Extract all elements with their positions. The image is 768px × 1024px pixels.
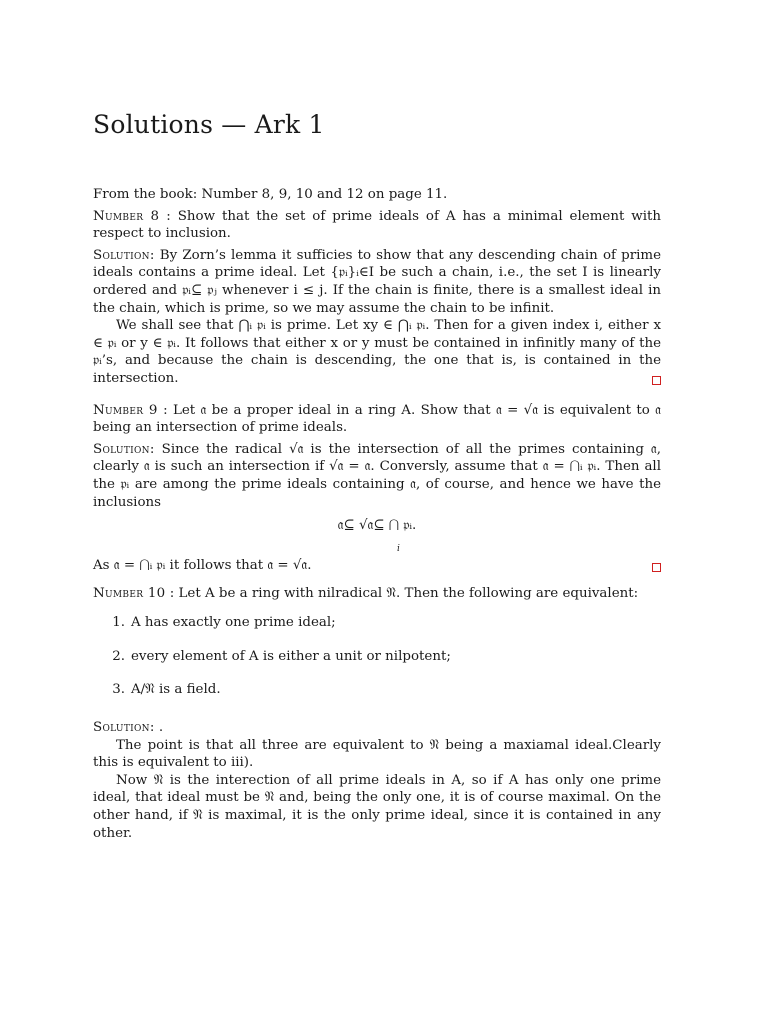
problem-10-label: Number 10: [93, 585, 166, 601]
document-body: [93, 186, 661, 842]
problem-8-paragraph-2: We shall see that ⋂ᵢ 𝔭ᵢ is prime. Let xy ∈ ⋂ᵢ 𝔭ᵢ. Then for a given index i, either x ∈ 𝔭ᵢ or y ∈ 𝔭ᵢ. It follows that either x or y must be contained in infinitly many of the 𝔭ᵢ’s, and because the chain is descending, the one that is, is contained in the intersection.: [93, 318, 661, 386]
solution-label: Solution:: [93, 247, 155, 263]
qed-square-icon: [652, 563, 661, 572]
page-title: Solutions — Ark 1: [93, 110, 325, 139]
problem-10-statement: [93, 585, 661, 603]
problem-9-solution: [93, 441, 661, 511]
list-item: 1. A has exactly one prime ideal;: [112, 615, 336, 631]
problem-9-label: Number 9: [93, 402, 158, 418]
inclusion-chain: 𝔞⊆ √𝔞⊆ ⋂ 𝔭ᵢ.: [337, 518, 417, 534]
solution-label: Solution:: [93, 441, 155, 457]
problem-8-label: Number 8: [93, 208, 160, 224]
list-item: 3. A/𝔑 is a field.: [112, 682, 221, 698]
problem-10-paragraph-1: The point is that all three are equivalent to 𝔑 being a maxiamal ideal.Clearly this is equivalent to iii).: [93, 737, 661, 771]
problem-9-solution-text: Since the radical √𝔞 is the intersection of all the primes containing 𝔞, clearly 𝔞 is such an intersection if √𝔞 = 𝔞. Conversly, assume that 𝔞 = ⋂ᵢ 𝔭ᵢ. Then all the 𝔭ᵢ are among the prime ideals containing 𝔞, of course, and hence we have the inclusions: [93, 441, 661, 510]
problem-9-statement: [93, 402, 661, 437]
problem-8-solution: [93, 247, 661, 317]
display-equation: [93, 517, 661, 555]
intro-text: From the book: Number 8, 9, 10 and 12 on page 11.: [93, 187, 448, 202]
problem-10-paragraph-2: Now 𝔑 is the interection of all prime ideals in A, so if A has only one prime ideal, that ideal must be 𝔑 and, being the only one, it is of course maximal. On the other hand, if 𝔑 is maximal, it is the only prime ideal, since it is contained in any other.: [93, 772, 661, 841]
problem-8-statement: [93, 208, 661, 243]
qed-square-icon: [652, 376, 661, 385]
solution-label: Solution:: [93, 720, 155, 736]
problem-9-text: : Let 𝔞 be a proper ideal in a ring A. Show that 𝔞 = √𝔞 is equivalent to 𝔞 being an intersection of prime ideals.: [93, 402, 662, 436]
problem-10-text: : Let A be a ring with nilradical 𝔑. Then the following are equivalent:: [165, 585, 639, 601]
problem-8-text: : Show that the set of prime ideals of A has a minimal element with respect to inclusion.: [93, 208, 662, 242]
equivalence-list: [93, 614, 661, 699]
problem-10-solution: Solution: .: [93, 720, 164, 736]
intersection-index: i: [397, 544, 400, 555]
problem-8-solution-text: By Zorn’s lemma it sufficies to show that any descending chain of prime ideals contains a prime ideal. Let {𝔭ᵢ}ᵢ∈I be such a chain, i.e., the set I is linearly ordered and 𝔭ᵢ⊆ 𝔭ⱼ whenever i ≤ j. If the chain is finite, there is a smallest ideal in the chain, which is prime, so we may assume the chain to be infinit.: [93, 247, 661, 316]
problem-9-conclusion: As 𝔞 = ⋂ᵢ 𝔭ᵢ it follows that 𝔞 = √𝔞.: [93, 557, 661, 575]
list-item: 2. every element of A is either a unit or nilpotent;: [112, 648, 451, 664]
